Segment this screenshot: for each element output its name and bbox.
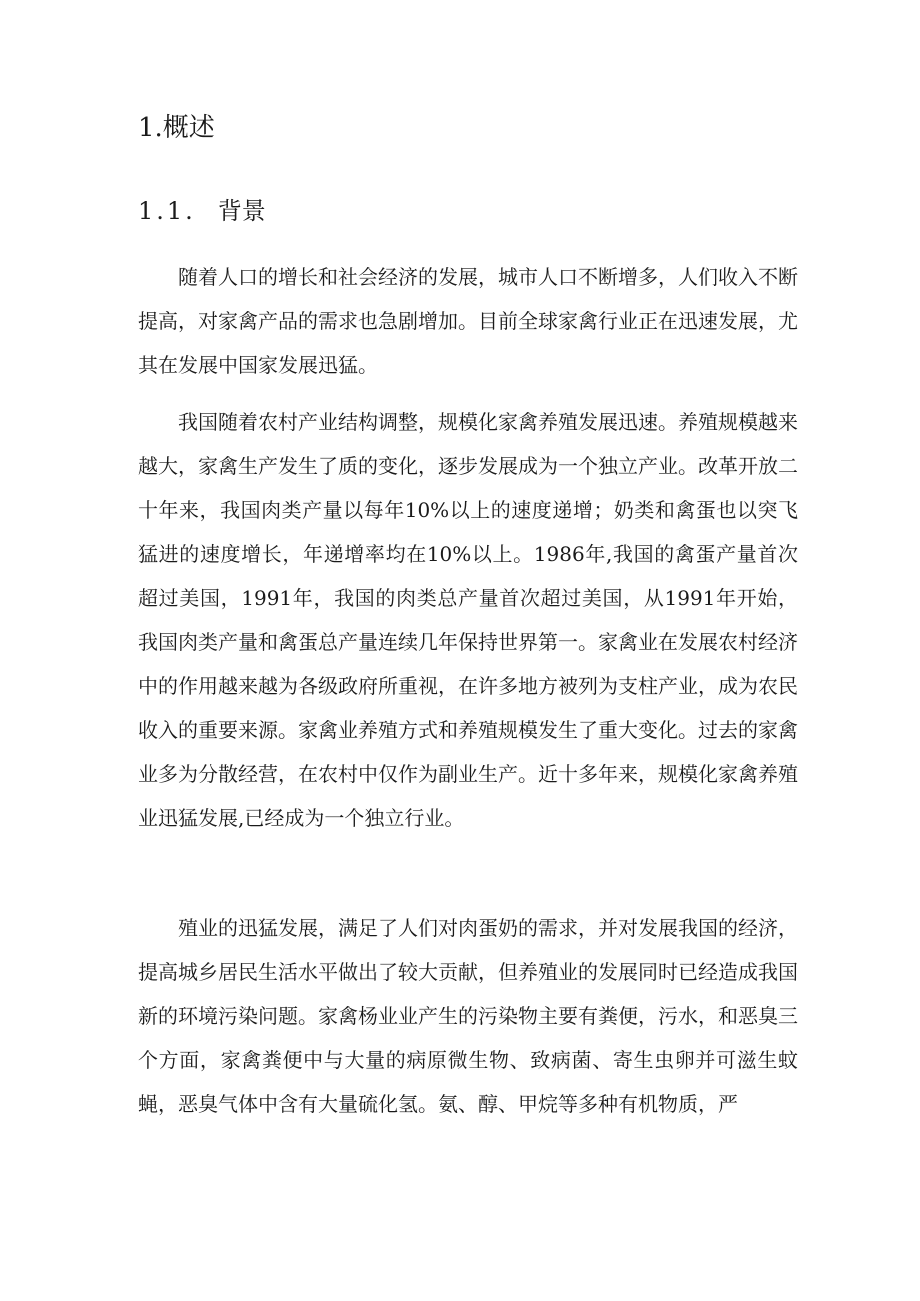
section-heading: 1.概述	[138, 113, 215, 143]
paragraph: 随着人口的增长和社会经济的发展，城市人口不断增多，人们收入不断提高，对家禽产品的需求也急剧增加。目前全球家禽行业正在迅速发展，尤其在发展中国家发展迅猛。	[138, 265, 798, 377]
subsection-title: 背景	[217, 197, 266, 225]
paragraph: 殖业的迅猛发展，满足了人们对肉蛋奶的需求，并对发展我国的经济，提高城乡居民生活水平做出了较大贡献，但养殖业的发展同时已经造成我国新的环境污染问题。家禽杨业业产生的污染物主要有粪便，污水，和恶臭三个方面，家禽粪便中与大量的病原微生物、致病菌、寄生虫卵并可滋生蚊蝇，恶臭气体中含有大量硫化氢。氨、醇、甲烷等多种有机物质，严	[138, 916, 798, 1116]
paragraph: 我国随着农村产业结构调整，规模化家禽养殖发展迅速。养殖规模越来越大，家禽生产发生了质的变化，逐步发展成为一个独立产业。改革开放二十年来，我国肉类产量以每年10%以上的速度递增；奶类和禽蛋也以突飞猛进的速度增长，年递增率均在10%以上。1986年,我国的禽蛋产量首次超过美国，1991年，我国的肉类总产量首次超过美国，从1991年开始，我国肉类产量和禽蛋总产量连续几年保持世界第一。家禽业在发展农村经济中的作用越来越为各级政府所重视，在许多地方被列为支柱产业，成为农民收入的重要来源。家禽业养殖方式和养殖规模发生了重大变化。过去的家禽业多为分散经营，在农村中仅作为副业生产。近十多年来，规模化家禽养殖业迅猛发展,已经成为一个独立行业。	[138, 410, 798, 830]
subsection-number: 1.1.	[138, 197, 196, 225]
subsection-heading	[138, 191, 266, 231]
